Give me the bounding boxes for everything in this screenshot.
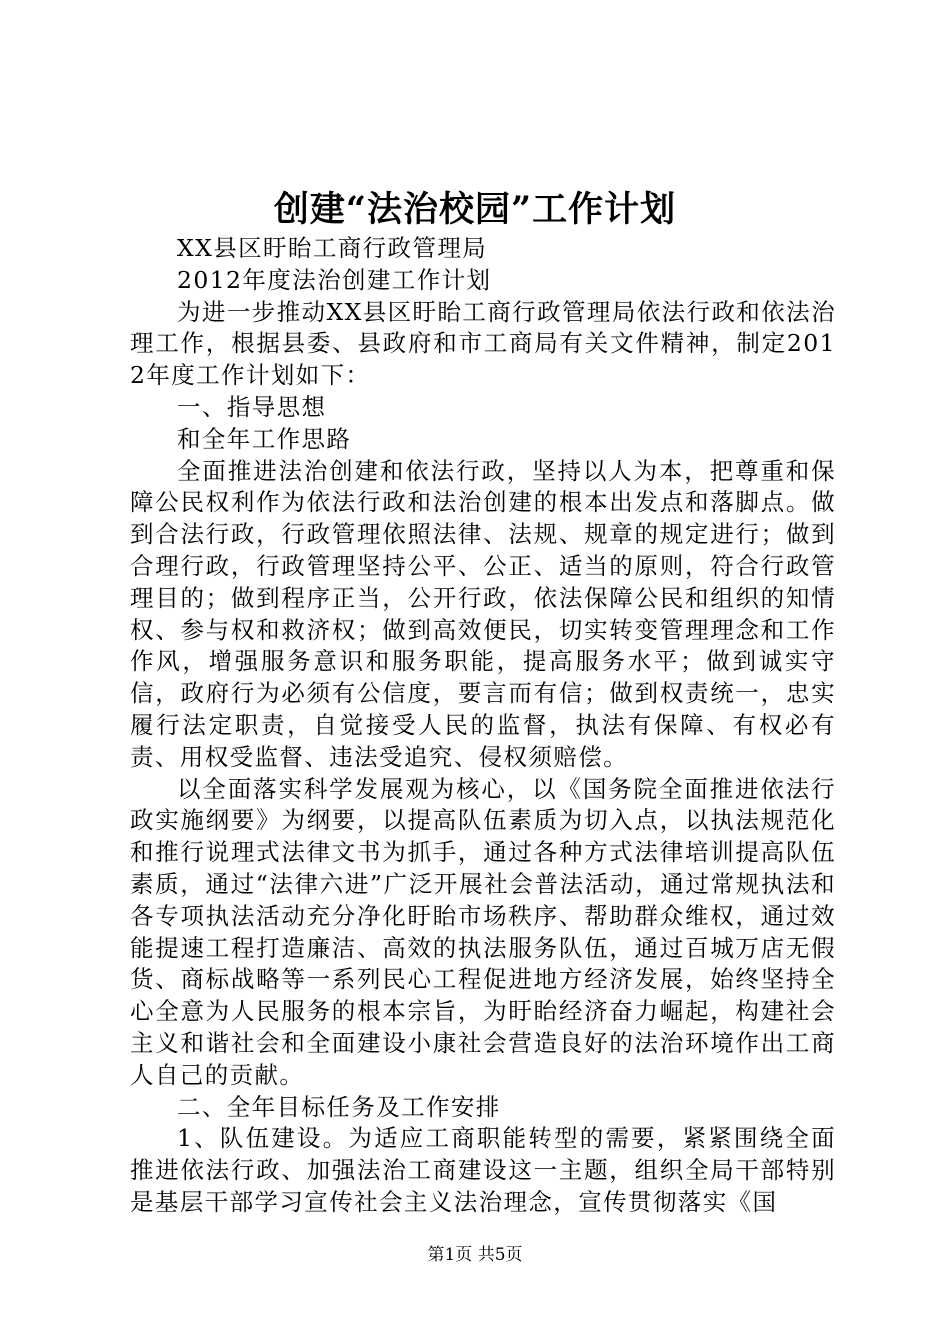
- paragraph-intro: 为进一步推动XX县区盱眙工商行政管理局依法行政和依法治理工作，根据县委、县政府和市工商局有关文件精神，制定2012年度工作计划如下：: [130, 297, 836, 390]
- paragraph-org-name: XX县区盱眙工商行政管理局: [177, 234, 488, 262]
- heading-annual-goals: 二、全年目标任务及工作安排: [177, 1092, 501, 1121]
- document-body: [130, 233, 836, 1219]
- paragraph-plan-name: 2012年度法治创建工作计划: [177, 265, 492, 294]
- heading-work-ideas: 和全年工作思路: [177, 424, 352, 453]
- paragraph-team-building: 1、队伍建设。为适应工商职能转型的需要，紧紧围绕全面推进依法行政、加强法治工商建设这一主题，组织全局干部特别是基层干部学习宣传社会主义法治理念，宣传贯彻落实《国: [130, 1124, 836, 1216]
- paragraph-principles: 全面推进法治创建和依法行政，坚持以人为本，把尊重和保障公民权利作为依法行政和法治创建的根本出发点和落脚点。做到合法行政，行政管理依照法律、法规、规章的规定进行；做到合理行政，行政管理坚持公平、公正、适当的原则，符合行政管理目的；做到程序正当，公开行政，依法保障公民和组织的知情权、参与权和救济权；做到高效便民，切实转变管理理念和工作作风，增强服务意识和服务职能，提高服务水平；做到诚实守信，政府行为必须有公信度，要言而有信；做到权责统一，忠实履行法定职责，自觉接受人民的监督，执法有保障、有权必有责、用权受监督、违法受追究、侵权须赔偿。: [130, 456, 836, 771]
- heading-guiding-thought: 一、指导思想: [177, 392, 327, 421]
- paragraph-core-approach: 以全面落实科学发展观为核心，以《国务院全面推进依法行政实施纲要》为纲要，以提高队伍素质为切入点，以执法规范化和推行说理式法律文书为抓手，通过各种方式法律培训提高队伍素质，通过“法律六进”广泛开展社会普法活动，通过常规执法和各专项执法活动充分净化盱眙市场秩序、帮助群众维权，通过效能提速工程打造廉洁、高效的执法服务队伍，通过百城万店无假货、商标战略等一系列民心工程促进地方经济发展，始终坚持全心全意为人民服务的根本宗旨，为盱眙经济奋力崛起，构建社会主义和谐社会和全面建设小康社会营造良好的法治环境作出工商人自己的贡献。: [130, 774, 836, 1089]
- document-title: 创建“法治校园”工作计划: [273, 189, 677, 230]
- page-footer: 第1页 共5页: [427, 1245, 523, 1265]
